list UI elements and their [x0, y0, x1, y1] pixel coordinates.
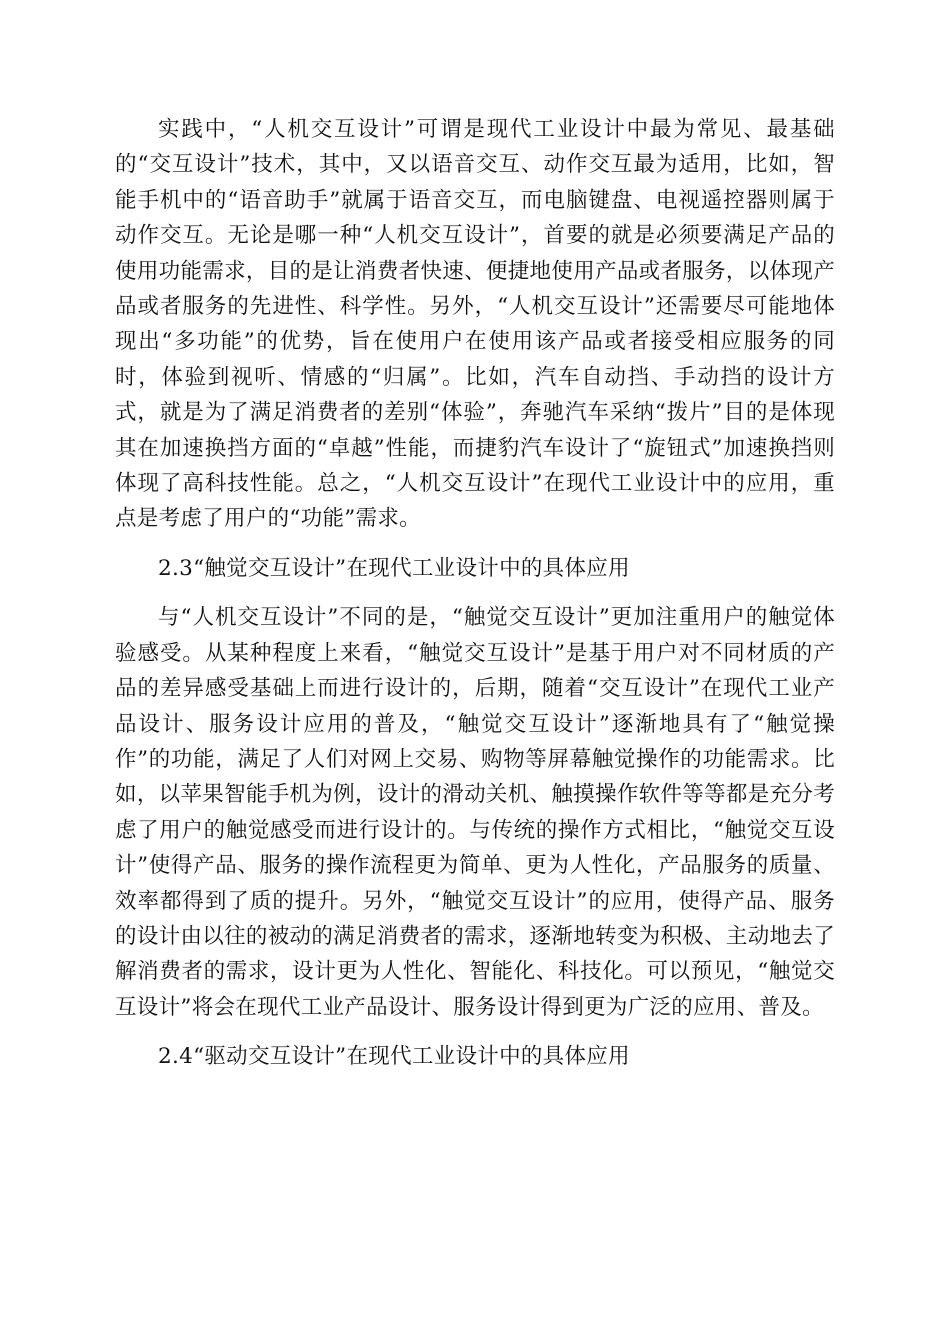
- section-heading-2-4: 2.4“驱动交互设计”在现代工业设计中的具体应用: [158, 1044, 630, 1070]
- document-page: [115, 112, 835, 1089]
- section-heading-2-3: 2.3“触觉交互设计”在现代工业设计中的具体应用: [158, 555, 630, 581]
- paragraph-human-computer-interaction: 实践中，“人机交互设计”可谓是现代工业设计中最为常见、最基础的“交互设计”技术，其中，又以语音交互、动作交互最为适用，比如，智能手机中的“语音助手”就属于语音交互，而电脑键盘、电视遥控器则属于动作交互。无论是哪一种“人机交互设计”，首要的就是必须要满足产品的使用功能需求，目的是让消费者快速、便捷地使用产品或者服务，以体现产品或者服务的先进性、科学性。另外，“人机交互设计”还需要尽可能地体现出“多功能”的优势，旨在使用户在使用该产品或者接受相应服务的同时，体验到视听、情感的“归属”。比如，汽车自动挡、手动挡的设计方式，就是为了满足消费者的差别“体验”，奔驰汽车采纳“拨片”目的是体现其在加速换挡方面的“卓越”性能，而捷豹汽车设计了“旋钮式”加速换挡则体现了高科技性能。总之，“人机交互设计”在现代工业设计中的应用，重点是考虑了用户的“功能”需求。: [115, 117, 835, 532]
- paragraph-tactile-interaction: 与“人机交互设计”不同的是，“触觉交互设计”更加注重用户的触觉体验感受。从某种程度上来看，“触觉交互设计”是基于用户对不同材质的产品的差异感受基础上而进行设计的，后期，随着“交互设计”在现代工业产品设计、服务设计应用的普及，“触觉交互设计”逐渐地具有了“触觉操作”的功能，满足了人们对网上交易、购物等屏幕触觉操作的功能需求。比如，以苹果智能手机为例，设计的滑动关机、触摸操作软件等等都是充分考虑了用户的触觉感受而进行设计的。与传统的操作方式相比，“触觉交互设计”使得产品、服务的操作流程更为简单、更为人性化，产品服务的质量、效率都得到了质的提升。另外，“触觉交互设计”的应用，使得产品、服务的设计由以往的被动的满足消费者的需求，逐渐地转变为积极、主动地去了解消费者的需求，设计更为人性化、智能化、科技化。可以预见，“触觉交互设计”将会在现代工业产品设计、服务设计得到更为广泛的应用、普及。: [115, 605, 835, 1020]
